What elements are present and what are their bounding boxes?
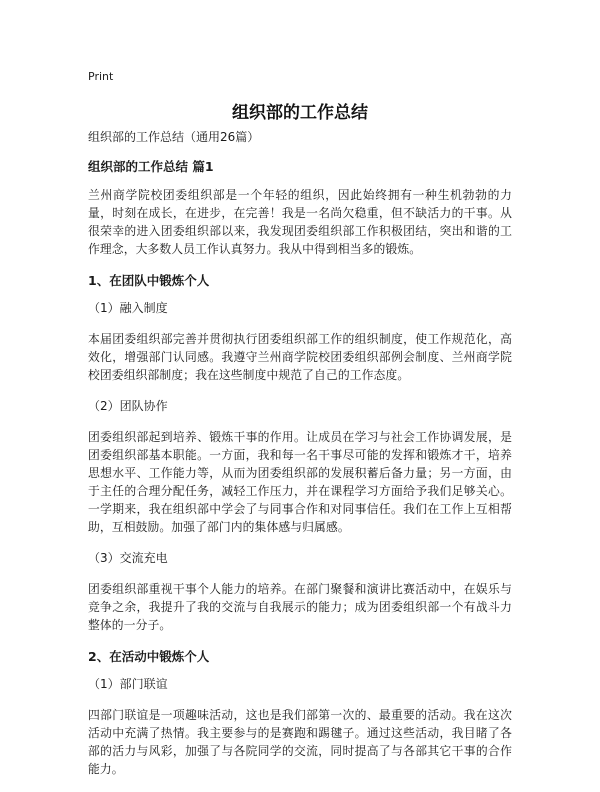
section-1-paragraph-3: 团委组织部重视干事个人能力的培养。在部门聚餐和演讲比赛活动中，在娱乐与竞争之余，我提升了我的交流与自我展示的能力；成为团委组织部一个有战斗力整体的一分子。 [88, 582, 512, 632]
section-1-paragraph-1: 本届团委组织部完善并贯彻执行团委组织部工作的组织制度，使工作规范化，高效化，增强部门认同感。我遵守兰州商学院校团委组织部例会制度、兰州商学院校团委组织部制度；我在这些制度中规范了自己的工作态度。 [88, 332, 512, 382]
article-heading: 组织部的工作总结 篇1 [88, 159, 214, 174]
section-1-subheading-3: （3）交流充电 [88, 551, 168, 565]
intro-paragraph: 兰州商学院校团委组织部是一个年轻的组织，因此始终拥有一种生机勃勃的力量，时刻在成长，在进步，在完善！我是一名尚欠稳重，但不缺活力的干事。从很荣幸的进入团委组织部以来，我发现团委组织部工作积极团结，突出和谐的工作理念，大多数人员工作认真努力。我从中得到相当多的锻炼。 [88, 188, 512, 256]
page-title: 组织部的工作总结 [232, 103, 368, 123]
print-label: Print [88, 70, 114, 83]
section-1-subheading-2: （2）团队协作 [88, 399, 168, 413]
section-1-paragraph-2: 团委组织部起到培养、锻炼干事的作用。让成员在学习与社会工作协调发展，是团委组织部基本职能。一方面，我和每一名干事尽可能的发挥和锻炼才干，培养思想水平、工作能力等，从而为团委组织部的发展积蓄后备力量；另一方面，由于主任的合理分配任务，减轻工作压力，并在课程学习方面给予我们足够关心。一学期来，我在组织部中学会了与同事合作和对同事信任。我们在工作上互相帮助，互相鼓励。加强了部门内的集体感与归属感。 [88, 430, 512, 534]
section-2-subheading-1: （1）部门联谊 [88, 677, 168, 691]
section-1-heading: 1、在团队中锻炼个人 [88, 273, 210, 288]
section-2-paragraph-1: 四部门联谊是一项趣味活动，这也是我们部第一次的、最重要的活动。我在这次活动中充满了热情。我主要参与的是赛跑和踢毽子。通过这些活动，我目睹了各部的活力与风彩，加强了与各院同学的交流，同时提高了与各部其它干事的合作能力。 [88, 708, 512, 776]
document-body [88, 128, 512, 792]
document-subtitle: 组织部的工作总结（通用26篇） [88, 130, 260, 144]
section-1-subheading-1: （1）融入制度 [88, 301, 168, 315]
section-2-heading: 2、在活动中锻炼个人 [88, 649, 210, 664]
